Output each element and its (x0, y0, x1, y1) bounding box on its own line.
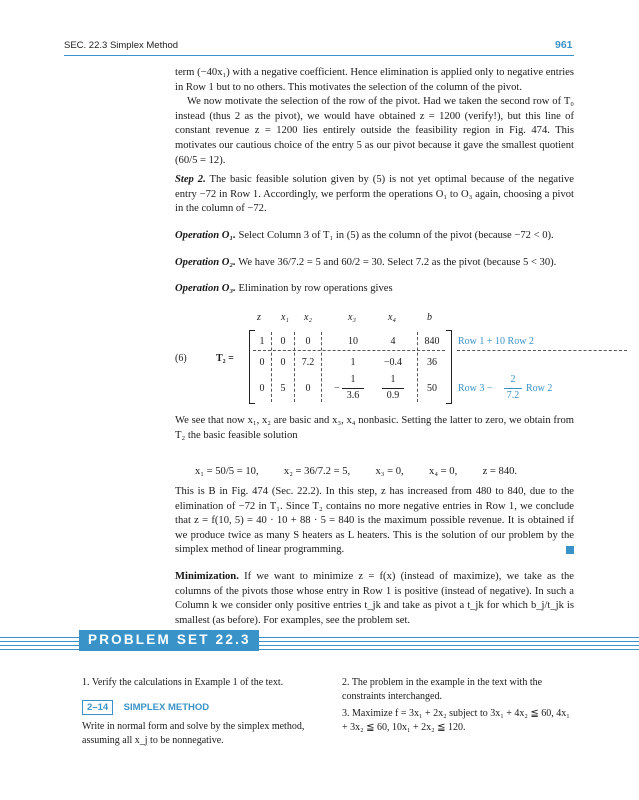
row-op-1: Row 1 + 10 Row 2 (458, 336, 534, 347)
paragraph-op1 (175, 229, 574, 244)
cell-r3-z: 0 (259, 383, 265, 394)
op3-label: Operation O₃. (175, 283, 236, 295)
solution-x1: x₁ = 50/5 = 10, (195, 466, 259, 477)
separator-z (271, 332, 272, 402)
step2-text: The basic feasible solution given by (5) is not yet optimal because of the negative entry −72 in Row 1. Accordingly, we perform the operations O₁ to O₃ again, choosing a pivot in the column of −72. (175, 174, 574, 215)
cell-r1-x2: 0 (305, 336, 311, 347)
problem-set-left-column (82, 676, 312, 747)
cell-r3-x3-num: 1 (350, 374, 356, 385)
op1-text: Select Column 3 of T₁ in (5) as the column of the pivot (because −72 < 0). (238, 229, 554, 241)
col-header-z: z (257, 312, 261, 323)
solution-x4: x₄ = 0, (429, 466, 458, 477)
problem-set-right-column (342, 676, 577, 734)
solution-x3: x₃ = 0, (375, 466, 404, 477)
separator-row1 (253, 350, 445, 351)
minimization-label: Minimization. (175, 570, 239, 582)
cell-r2-x3: 1 (350, 357, 356, 368)
end-of-proof-icon (566, 546, 574, 554)
cell-r1-x4: 4 (390, 336, 396, 347)
row-op-3-fraction-bar (504, 388, 522, 389)
paragraph-result (175, 485, 574, 558)
op2-label: Operation O₂. (175, 256, 236, 268)
col-header-b: b (427, 312, 432, 323)
cell-r1-b: 840 (424, 336, 440, 347)
problem-set-title: PROBLEM SET 22.3 (88, 632, 251, 647)
problem-range-badge: 2–14 (82, 700, 113, 716)
result-text: This is B in Fig. 474 (Sec. 22.2). In this step, z has increased from 480 to 840, due to the elimination of −72 in T₁. Since T₂ contains no more negative entries in Row 1, we conclude that z = f(10, 5) = 40 · 10 + 88 · 5 = 840 is the maximum possible revenue. It is obtained if we produce twice as many S heaters as L heaters. This is the solution of our problem by the simplex method of linear programming. (175, 486, 574, 556)
paragraph-step2 (175, 173, 574, 217)
cell-r3-x3-sign: − (334, 383, 340, 394)
problem-3: 3. Maximize f = 3x₁ + 2x₂ subject to 3x₁ + 4x₂ ≦ 60, 4x₁ + 3x₂ ≦ 60, 10x₁ + 2x₂ ≦ 120. (342, 708, 570, 733)
problem-range-title: SIMPLEX METHOD (123, 701, 210, 713)
tableau-t2 (175, 312, 605, 407)
body-text-top (175, 66, 574, 297)
separator-b (417, 332, 418, 402)
cell-r3-x4-num: 1 (390, 374, 396, 385)
separator-x2 (321, 332, 322, 402)
cell-r3-x1: 5 (280, 383, 286, 394)
op2-text: We have 36/7.2 = 5 and 60/2 = 30. Select 7.2 as the pivot (because 5 < 30). (238, 256, 557, 268)
equation-number: (6) (175, 353, 187, 364)
col-header-x3: x₃ (348, 312, 356, 323)
cell-r3-x4-den: 0.9 (386, 390, 400, 401)
cell-r2-b: 36 (427, 357, 437, 368)
cell-r3-x4-fraction-bar (382, 388, 404, 389)
solution-z: z = 840. (482, 466, 518, 477)
running-header-section: SEC. 22.3 Simplex Method (64, 40, 179, 51)
row-op-3-prefix: Row 3 − (458, 383, 493, 394)
op3-text: Elimination by row operations gives (238, 283, 393, 295)
row-op-3-num: 2 (510, 374, 516, 385)
cell-r2-z: 0 (259, 357, 265, 368)
problem-2: 2. The problem in the example in the text with the constraints interchanged. (342, 677, 543, 702)
minimization-text: If we want to minimize z = f(x) (instead of maximize), we take as the columns of the pivots those whose entry in Row 1 is positive (instead of negative). In such a Column k we consider only positive entries t_jk and take as pivot a t_jk for which b_j/t_jk is smallest (as before). For examples, see the problem set. (175, 570, 574, 626)
page-number: 961 (555, 39, 573, 51)
op1-label: Operation O₁. (175, 229, 236, 241)
cell-r3-b: 50 (427, 383, 437, 394)
solution-x2: x₂ = 36/7.2 = 5, (283, 466, 351, 477)
separator-x1 (294, 332, 295, 402)
cell-r1-x1: 0 (280, 336, 286, 347)
cell-r2-x4: −0.4 (383, 357, 403, 368)
col-header-x2: x₂ (304, 312, 312, 323)
right-bracket (446, 330, 452, 404)
col-header-x1: x₁ (281, 312, 289, 323)
matrix-name: T₂ = (216, 353, 234, 364)
cell-r2-x1: 0 (280, 357, 286, 368)
body-text-after-table (175, 414, 574, 443)
step2-label: Step 2. (175, 174, 206, 186)
paragraph-op3 (175, 282, 574, 297)
solution-line (195, 466, 517, 477)
cell-r3-x3-fraction-bar (342, 388, 364, 389)
paragraph-minimization (175, 570, 574, 628)
cell-r3-x3-den: 3.6 (346, 390, 360, 401)
problem-range-header (82, 700, 312, 716)
problem-1: 1. Verify the calculations in Example 1 of the text. (82, 677, 284, 688)
row-op-3-den: 7.2 (506, 390, 520, 401)
paragraph-op2 (175, 256, 574, 271)
col-header-x4: x₄ (388, 312, 396, 323)
header-rule (64, 55, 574, 56)
body-text-bottom (175, 485, 574, 628)
separator-row1-ext (457, 350, 627, 351)
cell-r1-x3: 10 (348, 336, 358, 347)
row-op-3-suffix: Row 2 (526, 383, 553, 394)
paragraph-basic-nonbasic: We see that now x₁, x₂ are basic and x₃, x₄ nonbasic. Setting the latter to zero, we obtain from T₂ the basic feasible solution (175, 415, 574, 441)
paragraph-pivot-row: We now motivate the selection of the row of the pivot. Had we taken the second row of T₀ instead (thus 2 as the pivot), we would have obtained z = 1200 (verify!), but this line of constant revenue z = 1200 lies entirely outside the feasibility region in Fig. 474. This motivates our cautious choice of the entry 5 as our pivot because it gave the smallest quotient (60/5 = 12). (175, 96, 574, 166)
cell-r3-x2: 0 (305, 383, 311, 394)
cell-r1-z: 1 (259, 336, 265, 347)
paragraph-pivot-column: term (−40x₁) with a negative coefficient. Hence elimination is applied only to negative entries in Row 1 but to no others. This motivates the selection of the column of the pivot. (175, 67, 574, 93)
cell-r2-x2: 7.2 (301, 357, 315, 368)
problem-range-instructions: Write in normal form and solve by the simplex method, assuming all x_j to be nonnegative. (82, 721, 305, 746)
